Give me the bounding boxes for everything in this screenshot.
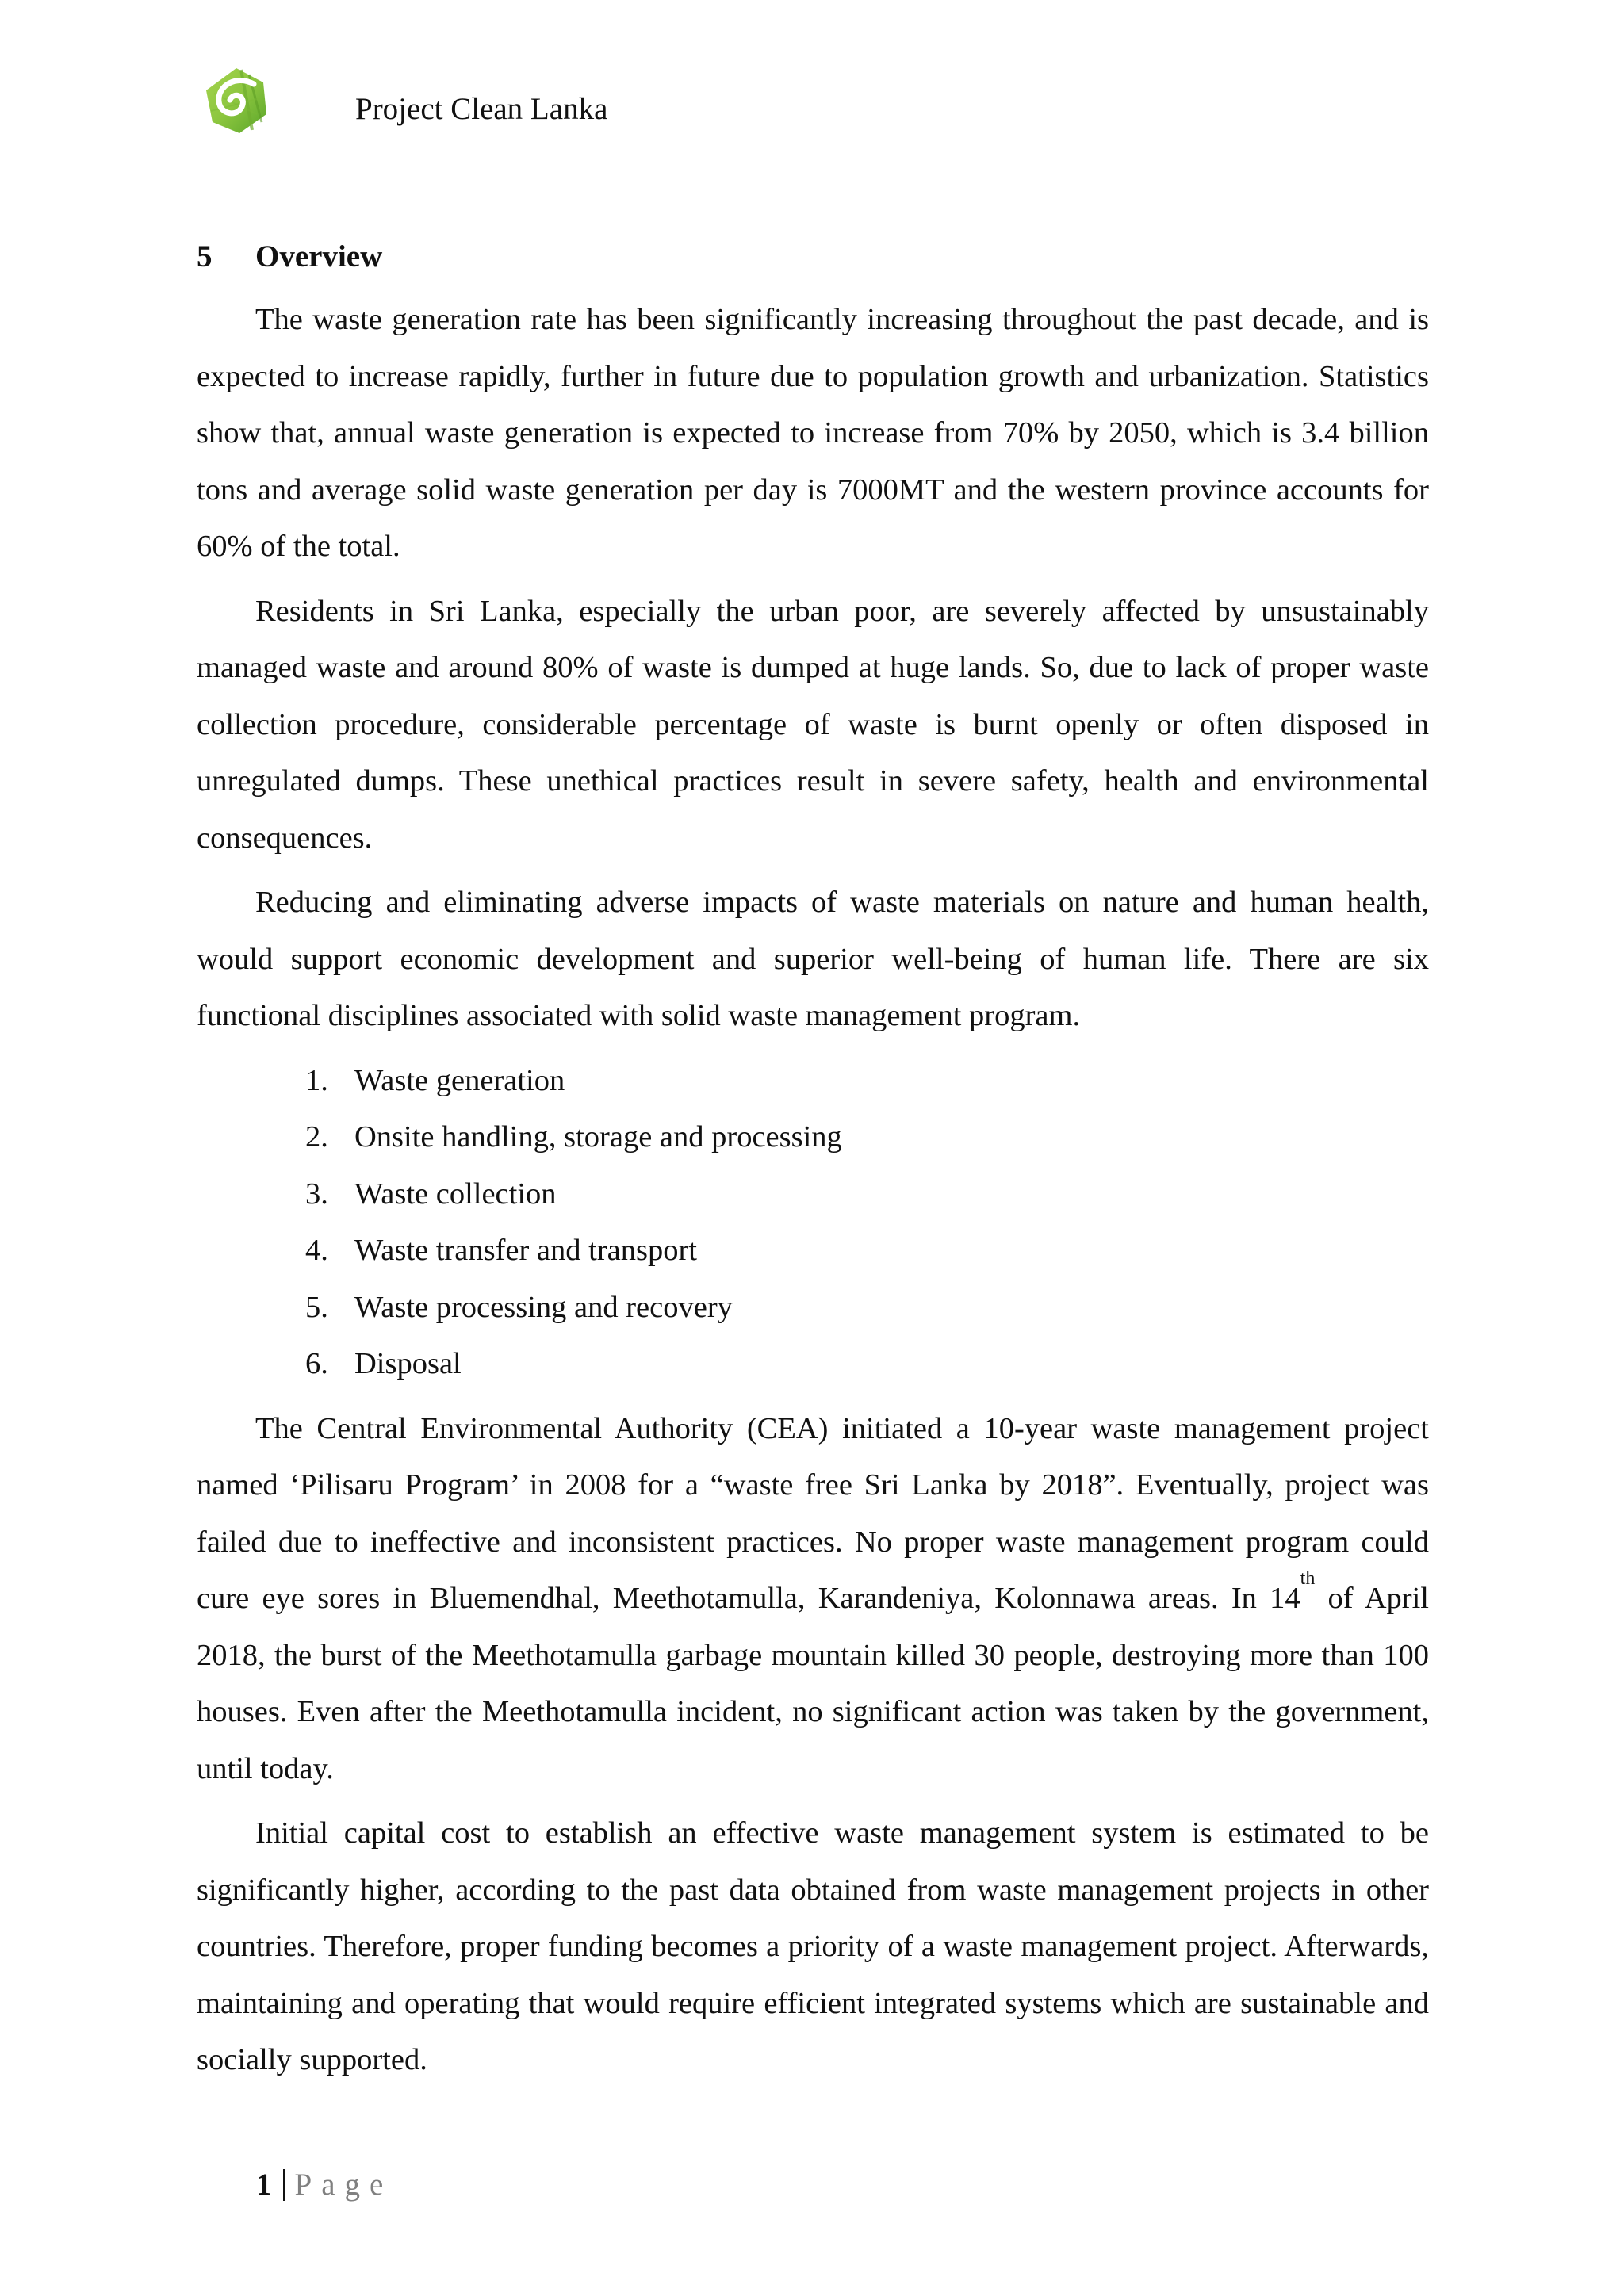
paragraph-initial-capital-cost: Initial capital cost to establish an effective waste management system is estimated to be significantly higher, according to the past data obtained from waste management projects in other countries. Therefore, proper funding becomes a priority of a waste management project. Afterwards, maintaining and operating that would require efficient integrated systems which are sustainable and socially supported.	[197, 1816, 1429, 2076]
list-item-text: Waste transfer and transport	[354, 1234, 697, 1267]
list-item	[197, 1166, 1429, 1223]
document-header-title: Project Clean Lanka	[355, 92, 608, 126]
paragraph-cea-pilisaru-program	[197, 1401, 1429, 1798]
list-item-number: 1.	[305, 1063, 328, 1097]
section-title: Overview	[255, 239, 383, 274]
list-item-text: Waste processing and recovery	[354, 1290, 733, 1324]
page-number: 1	[256, 2168, 272, 2202]
paragraph-text: The Central Environmental Authority (CEA) initiated a 10-year waste management project named ‘Pilisaru Program’ in 2008 for a “waste free Sri Lanka by 2018”. Eventually, project was failed due to ineffective and inconsistent practices. No proper waste management program could cure eye sores in Bluemendhal, Meethotamulla, Karandeniya, Kolonnawa areas. In 14	[197, 1411, 1429, 1615]
list-item	[197, 1223, 1429, 1280]
disciplines-list	[197, 1053, 1429, 1393]
list-item	[197, 1053, 1429, 1110]
list-item	[197, 1109, 1429, 1166]
document-body	[197, 235, 1429, 2097]
list-item-text: Disposal	[354, 1347, 462, 1380]
list-item-text: Waste collection	[354, 1177, 557, 1211]
footer-separator	[283, 2169, 285, 2201]
list-item-number: 4.	[305, 1234, 328, 1267]
list-item	[197, 1280, 1429, 1337]
list-item-number: 2.	[305, 1120, 328, 1154]
list-item	[197, 1336, 1429, 1393]
list-item-text: Waste generation	[354, 1063, 565, 1097]
page-header	[0, 0, 1624, 159]
section-number: 5	[197, 239, 213, 274]
paragraph-waste-generation-rate: The waste generation rate has been significantly increasing throughout the past decade, and is expected to increase rapidly, further in future due to population growth and urbanization. Statistics show that, annual waste generation is expected to increase from 70% by 2050, which is 3.4 billion tons and average solid waste generation per day is 7000MT and the western province accounts for 60% of the total.	[197, 303, 1429, 563]
list-item-number: 3.	[305, 1177, 328, 1211]
list-item-text: Onsite handling, storage and processing	[354, 1120, 842, 1154]
paragraph-six-disciplines-intro: Reducing and eliminating adverse impacts of waste materials on nature and human health, would support economic development and superior well-being of human life. There are six functional disciplines associated with solid waste management program.	[197, 886, 1429, 1032]
ordinal-suffix: th	[1300, 1568, 1316, 1589]
paragraph-residents-affected: Residents in Sri Lanka, especially the urban poor, are severely affected by unsustainably managed waste and around 80% of waste is dumped at huge lands. So, due to lack of proper waste collection procedure, considerable percentage of waste is burnt openly or often disposed in unregulated dumps. These unethical practices result in severe safety, health and environmental consequences.	[197, 594, 1429, 855]
page-footer	[256, 2166, 393, 2204]
list-item-number: 5.	[305, 1290, 328, 1324]
page-label: Page	[294, 2168, 393, 2202]
list-item-number: 6.	[305, 1347, 328, 1380]
section-heading	[197, 235, 1429, 279]
leaf-spiral-logo-icon	[205, 67, 268, 135]
paragraph-text: of April 2018, the burst of the Meethotamulla garbage mountain killed 30 people, destroying more than 100 houses. Even after the Meethotamulla incident, no significant action was taken by the government, until today.	[197, 1582, 1429, 1785]
